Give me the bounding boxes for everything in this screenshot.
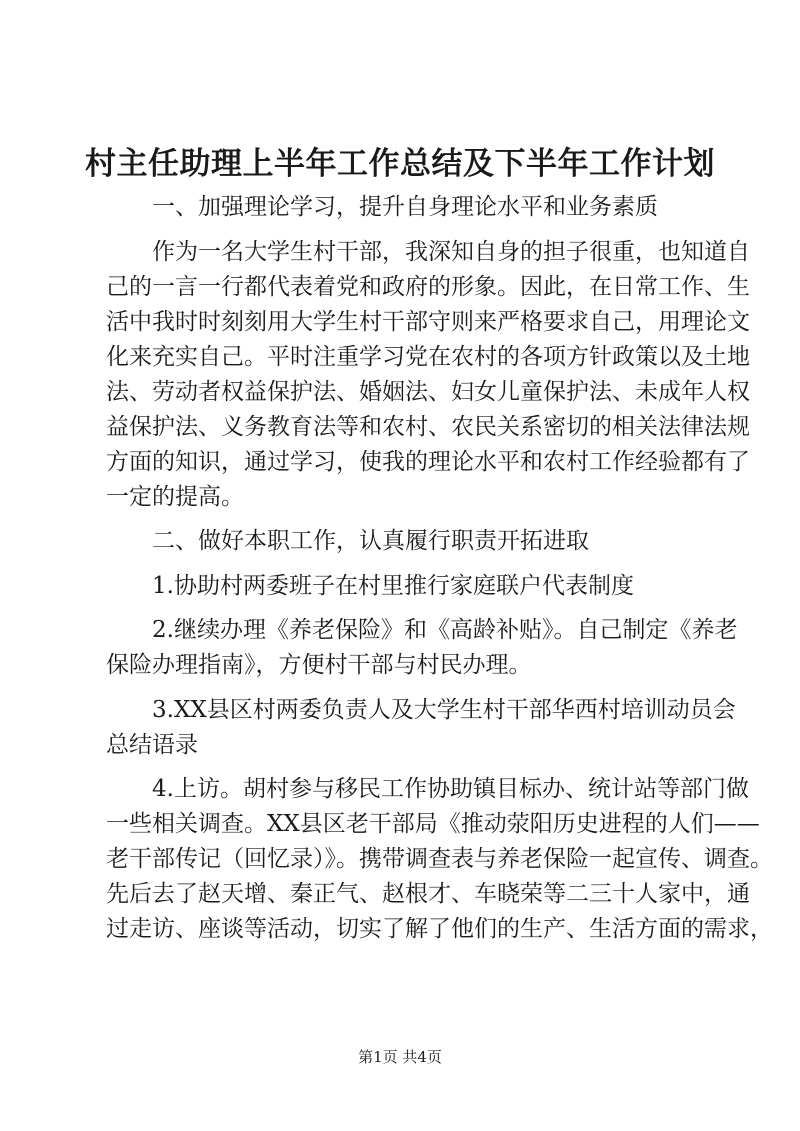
paragraph-line: 一定的提高。	[106, 483, 244, 510]
paragraph-line: 一些相关调查。XX县区老干部局《推动荥阳历史进程的人们——	[106, 811, 760, 837]
paragraph-line: 己的一言一行都代表着党和政府的形象。因此，在日常工作、生	[106, 273, 750, 300]
paragraph	[106, 569, 698, 604]
paragraph-line: 1.协助村两委班子在村里推行家庭联户代表制度	[152, 572, 634, 599]
paragraph-line: 二、做好本职工作，认真履行职责开拓进取	[152, 528, 589, 554]
paragraph-line: 一、加强理论学习，提升自身理论水平和业务素质	[152, 194, 658, 220]
paragraph-line: 总结语录	[106, 731, 198, 758]
paragraph-line: 2.继续办理《养老保险》和《高龄补贴》。自己制定《养老	[152, 617, 738, 643]
paragraph-line: 老干部传记（回忆录）》。携带调查表与养老保险一起宣传、调查。	[106, 846, 773, 872]
paragraph	[106, 235, 750, 515]
document-title: 村主任助理上半年工作总结及下半年工作计划	[85, 146, 715, 182]
paragraph-line: 活中我时时刻刻用大学生村干部守则来严格要求自己，用理论文	[106, 308, 750, 335]
paragraph	[106, 772, 773, 947]
paragraph	[106, 190, 698, 225]
paragraph	[106, 693, 736, 763]
paragraph	[106, 524, 698, 559]
paragraph-line: 方面的知识，通过学习，使我的理论水平和农村工作经验都有了	[106, 448, 750, 475]
paragraph-line: 先后去了赵天增、秦正气、赵根才、车晓荣等二三十人家中，通	[106, 881, 750, 907]
paragraph-line: 化来充实自己。平时注重学习党在农村的各项方针政策以及土地	[106, 343, 750, 370]
paragraph-line: 保险办理指南》，方便村干部与村民办理。	[106, 652, 532, 678]
paragraph-line: 4.上访。胡村参与移民工作协助镇目标办、统计站等部门做	[152, 776, 749, 802]
paragraph-line: 益保护法、义务教育法等和农村、农民关系密切的相关法律法规	[106, 413, 750, 440]
document-body	[106, 190, 773, 957]
paragraph-line: 3.XX县区村两委负责人及大学生村干部华西村培训动员会	[152, 696, 736, 723]
paragraph-line: 法、劳动者权益保护法、婚姻法、妇女儿童保护法、未成年人权	[106, 378, 750, 405]
paragraph	[106, 613, 738, 683]
page-footer: 第1页 共4页	[358, 1048, 442, 1066]
paragraph-line: 过走访、座谈等活动，切实了解了他们的生产、生活方面的需求，	[106, 916, 773, 942]
paragraph-line: 作为一名大学生村干部，我深知自身的担子很重，也知道自	[152, 238, 750, 265]
